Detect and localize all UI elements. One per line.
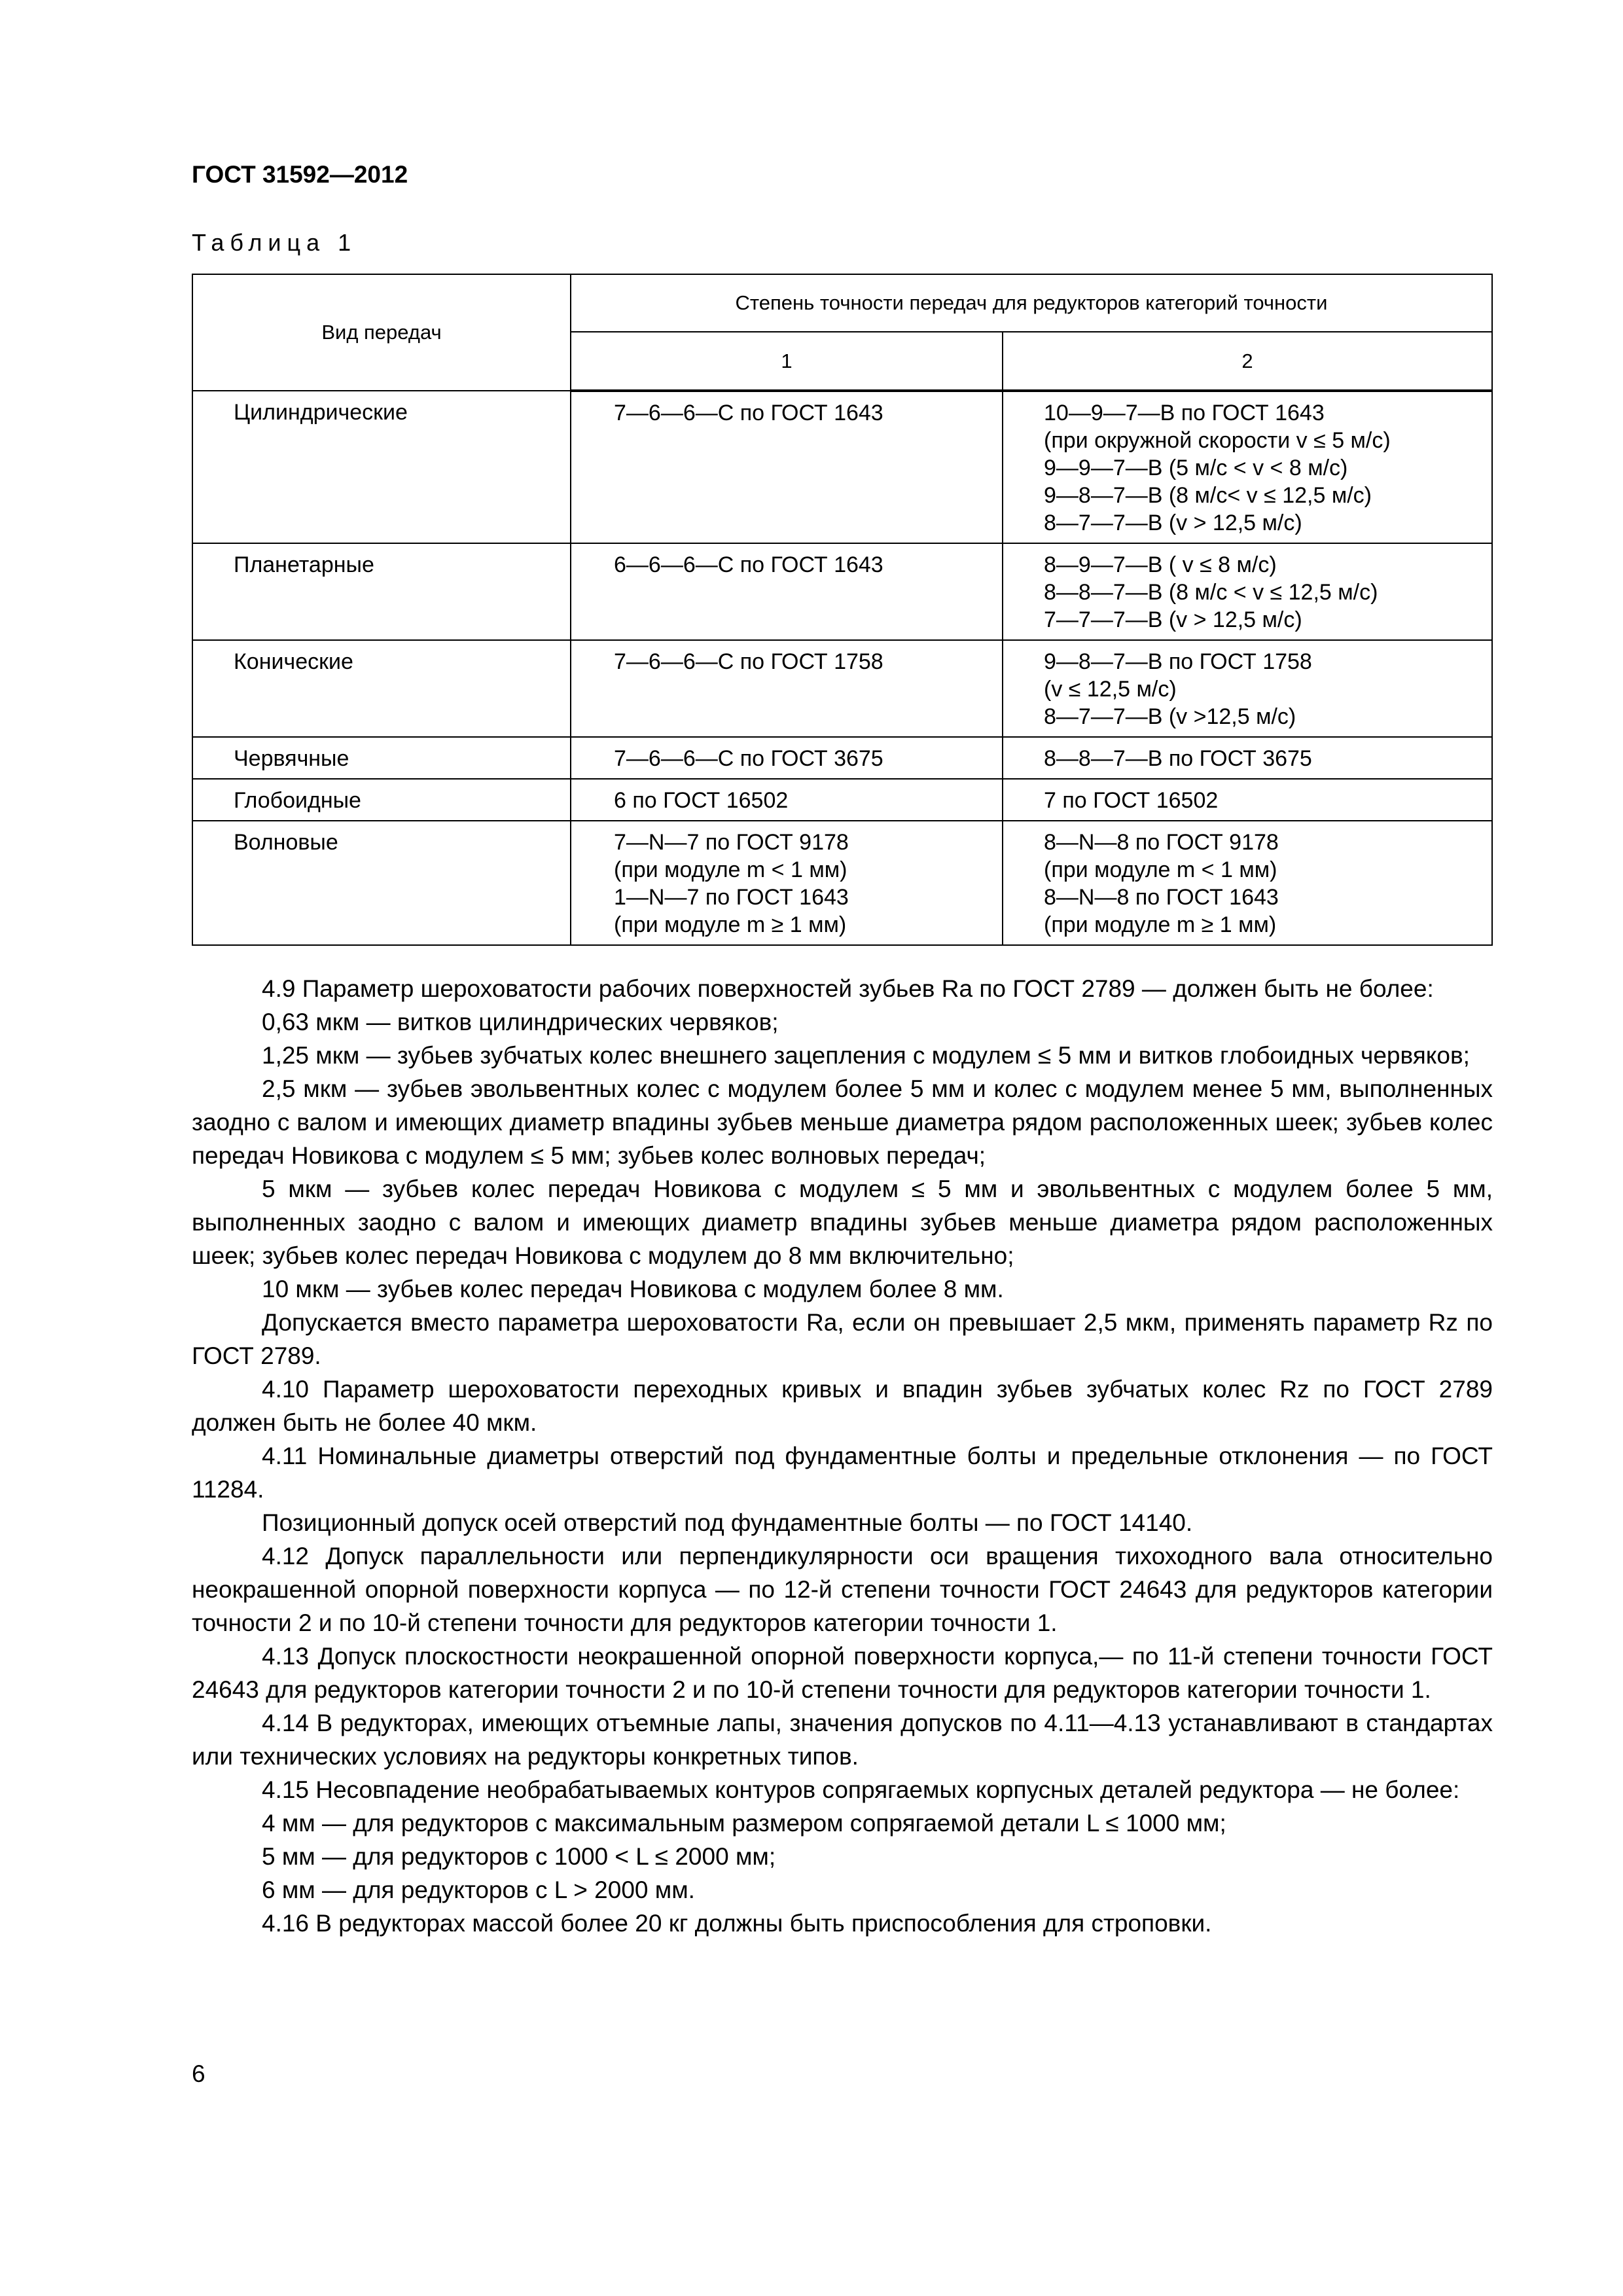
paragraph: 4.9 Параметр шероховатости рабочих поверхностей зубьев Ra по ГОСТ 2789 — должен быть не более:: [262, 975, 1434, 1002]
cell-kind: Конические: [192, 640, 571, 737]
table-row: [192, 543, 1492, 640]
paragraph: 4.11 Номинальные диаметры отверстий под фундаментные болты и предельные отклонения — по ГОСТ 11284.: [192, 1443, 1493, 1503]
cell-line: 8—7—7—В (v >12,5 м/с): [1044, 704, 1296, 729]
table-row: [192, 779, 1492, 821]
body-text: [192, 972, 1493, 1940]
cell-line: 9—8—7—В по ГОСТ 1758: [1044, 649, 1312, 674]
cell-line: 6 по ГОСТ 16502: [614, 788, 789, 813]
table-row: [192, 391, 1492, 543]
header-category-2: 2: [1003, 332, 1492, 391]
cell-kind: Цилиндрические: [192, 391, 571, 543]
paragraph: 6 мм — для редукторов с L > 2000 мм.: [262, 1876, 695, 1903]
paragraph: 5 мм — для редукторов с 1000 < L ≤ 2000 мм;: [262, 1843, 776, 1870]
accuracy-table: [192, 274, 1493, 946]
cell-kind: Червячные: [192, 737, 571, 779]
cell-line: 1—N—7 по ГОСТ 1643: [614, 885, 849, 910]
cell-line: 7—6—6—С по ГОСТ 1758: [614, 649, 883, 674]
cell-category-2: [1003, 391, 1492, 543]
cell-line: 8—8—7—В (8 м/с < v ≤ 12,5 м/с): [1044, 580, 1378, 605]
cell-line: (при модуле m < 1 мм): [614, 857, 847, 882]
cell-kind: Глобоидные: [192, 779, 571, 821]
cell-category-2: [1003, 640, 1492, 737]
table-row: [192, 737, 1492, 779]
paragraph: 1,25 мкм — зубьев зубчатых колес внешнего зацепления с модулем ≤ 5 мм и витков глобоидных червяков;: [262, 1042, 1470, 1069]
cell-kind: Планетарные: [192, 543, 571, 640]
paragraph: Допускается вместо параметра шероховатости Ra, если он превышает 2,5 мкм, применять параметр Rz по ГОСТ 2789.: [192, 1309, 1493, 1369]
cell-kind: Волновые: [192, 821, 571, 945]
cell-line: (при модуле m ≥ 1 мм): [614, 912, 847, 937]
cell-line: (v ≤ 12,5 м/с): [1044, 677, 1177, 702]
paragraph: 5 мкм — зубьев колес передач Новикова с модулем ≤ 5 мм и эвольвентных с модулем более 5 мм, выполненных заодно с валом и имеющих диаметр впадины зубьев меньше диаметра рядом расположенных шеек; зубьев колес передач Новикова с модулем до 8 мм включительно;: [192, 1175, 1493, 1269]
cell-line: 8—9—7—В ( v ≤ 8 м/с): [1044, 552, 1277, 577]
cell-category-2: [1003, 543, 1492, 640]
paragraph: Позиционный допуск осей отверстий под фундаментные болты — по ГОСТ 14140.: [262, 1509, 1193, 1536]
cell-category-1: [571, 779, 1003, 821]
paragraph: 4.14 В редукторах, имеющих отъемные лапы, значения допусков по 4.11—4.13 устанавливают в стандартах или технических условиях на редукторы конкретных типов.: [192, 1710, 1493, 1770]
cell-category-1: [571, 391, 1003, 543]
cell-line: 7—7—7—В (v > 12,5 м/с): [1044, 607, 1302, 632]
paragraph: 4.15 Несовпадение необрабатываемых контуров сопрягаемых корпусных деталей редуктора — не более:: [262, 1776, 1460, 1803]
cell-line: 8—8—7—В по ГОСТ 3675: [1044, 746, 1312, 771]
table-body: [192, 391, 1492, 945]
paragraph: 4 мм — для редукторов с максимальным размером сопрягаемой детали L ≤ 1000 мм;: [262, 1810, 1226, 1837]
paragraph: 4.13 Допуск плоскостности неокрашенной опорной поверхности корпуса,— по 11-й степени точности ГОСТ 24643 для редукторов категории точности 2 и по 10-й степени точности для редукторов категории точности 1.: [192, 1643, 1493, 1703]
cell-category-1: [571, 543, 1003, 640]
paragraph: 0,63 мкм — витков цилиндрических червяков;: [262, 1009, 779, 1035]
cell-category-1: [571, 640, 1003, 737]
cell-line: 8—N—8 по ГОСТ 1643: [1044, 885, 1279, 910]
cell-category-2: [1003, 779, 1492, 821]
paragraph: 2,5 мкм — зубьев эвольвентных колес с модулем более 5 мм и колес с модулем менее 5 мм, выполненных заодно с валом и имеющих диаметр впадины зубьев меньше диаметра рядом расположенных шеек; зубьев колес передач Новикова с модулем ≤ 5 мм; зубьев колес волновых передач;: [192, 1075, 1493, 1169]
cell-line: 9—9—7—В (5 м/с < v < 8 м/с): [1044, 456, 1348, 480]
cell-line: 7—6—6—С по ГОСТ 3675: [614, 746, 883, 771]
cell-line: 7—N—7 по ГОСТ 9178: [614, 830, 849, 855]
paragraph: 4.10 Параметр шероховатости переходных кривых и впадин зубьев зубчатых колес Rz по ГОСТ 2789 должен быть не более 40 мкм.: [192, 1376, 1493, 1436]
paragraph: 4.12 Допуск параллельности или перпендикулярности оси вращения тихоходного вала относительно неокрашенной опорной поверхности корпуса — по 12-й степени точности ГОСТ 24643 для редукторов категории точности 2 и по 10-й степени точности для редукторов категории точности 1.: [192, 1543, 1493, 1636]
cell-line: 7—6—6—С по ГОСТ 1643: [614, 401, 883, 425]
table-caption: Таблица 1: [192, 229, 357, 256]
cell-line: (при модуле m < 1 мм): [1044, 857, 1277, 882]
table-row: [192, 640, 1492, 737]
page-number: 6: [192, 2060, 205, 2087]
cell-category-1: [571, 821, 1003, 945]
cell-category-1: [571, 737, 1003, 779]
cell-line: (при модуле m ≥ 1 мм): [1044, 912, 1277, 937]
header-accuracy: Степень точности передач для редукторов категорий точности: [571, 274, 1492, 332]
cell-line: (при окружной скорости v ≤ 5 м/с): [1044, 428, 1391, 453]
cell-line: 10—9—7—В по ГОСТ 1643: [1044, 401, 1325, 425]
cell-line: 6—6—6—С по ГОСТ 1643: [614, 552, 883, 577]
cell-category-2: [1003, 821, 1492, 945]
cell-category-2: [1003, 737, 1492, 779]
paragraph: 4.16 В редукторах массой более 20 кг должны быть приспособления для строповки.: [262, 1910, 1212, 1937]
table-row: [192, 821, 1492, 945]
cell-line: 9—8—7—В (8 м/с< v ≤ 12,5 м/с): [1044, 483, 1372, 508]
paragraph: 10 мкм — зубьев колес передач Новикова с модулем более 8 мм.: [262, 1276, 1004, 1302]
header-category-1: 1: [571, 332, 1003, 391]
cell-line: 8—7—7—В (v > 12,5 м/с): [1044, 511, 1302, 535]
cell-line: 8—N—8 по ГОСТ 9178: [1044, 830, 1279, 855]
header-kind: Вид передач: [192, 274, 571, 391]
document-header: ГОСТ 31592—2012: [192, 161, 408, 188]
cell-line: 7 по ГОСТ 16502: [1044, 788, 1219, 813]
